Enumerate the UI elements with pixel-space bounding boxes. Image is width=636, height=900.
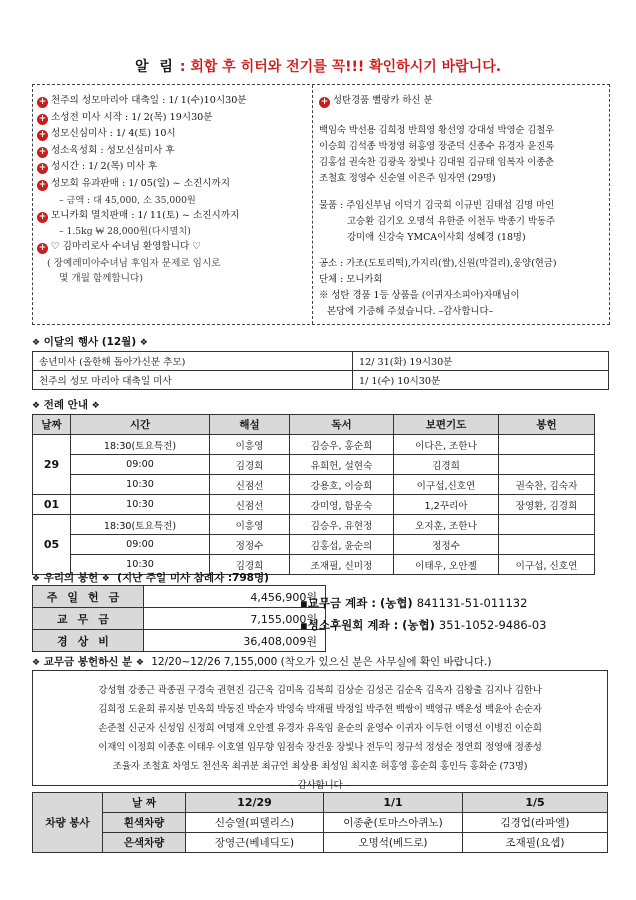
liturgy-time: 18:30(토요특전) [71, 515, 210, 535]
liturgy-offering: 이구섭, 신호연 [499, 555, 595, 575]
events-table [32, 351, 609, 390]
table-row [33, 455, 595, 475]
cross-icon: + [38, 163, 47, 174]
offering-label: 경상비 [33, 630, 144, 652]
offering-heading: ❖ 우리의 봉헌 ❖ (지난 주일 미사 참례자 :798명) [32, 572, 269, 584]
event-name: 송년미사 (올한해 돌아가신분 추모) [33, 352, 353, 371]
liturgy-date: 29 [33, 435, 71, 495]
silver-car-driver: 장영근(베네딕도) [186, 833, 324, 853]
table-row [33, 435, 595, 455]
liturgy-table [32, 414, 595, 575]
liturgy-commentary: 김경희 [210, 555, 290, 575]
notice-box [32, 84, 610, 325]
service-date: 1/5 [463, 793, 608, 813]
cross-icon: + [38, 146, 47, 157]
liturgy-commentary: 신점선 [210, 475, 290, 495]
event-time: 1/ 1(수) 10시30분 [353, 371, 609, 390]
liturgy-reading: 조재필, 신미정 [290, 555, 394, 575]
notice-list [37, 93, 309, 287]
table-row [33, 352, 609, 371]
liturgy-reading: 강미영, 함운숙 [290, 495, 394, 515]
liturgy-commentary: 신점선 [210, 495, 290, 515]
prize-names: 백임숙 박선용 김희정 반희영 황선영 강대성 박영순 김철우 이승희 김석종 박정영 허홍영 장준덕 신종수 유경자 윤진록 김홍섭 권숙찬 김광욱 장빛나 김대원 김규태 임복자 이종춘 조철효 정영수 신순열 이은주 임자연 (29명) [319, 125, 555, 184]
silver-car-driver: 조재필(요셉) [463, 833, 608, 853]
table-row [33, 630, 326, 652]
liturgy-time: 10:30 [71, 475, 210, 495]
notice-item: + 성모회 유과판매 : 1/ 05(일) ~ 소진시까지 [38, 177, 231, 190]
header-reading: 독서 [290, 415, 394, 435]
title-colon: : [179, 59, 186, 75]
liturgy-prayer: 오지훈, 조한나 [394, 515, 499, 535]
white-car-label: 흰색차량 [103, 813, 186, 833]
diamond-icon: ❖ [139, 338, 148, 348]
service-date: 12/29 [186, 793, 324, 813]
liturgy-prayer: 1,2꾸리아 [394, 495, 499, 515]
table-row [33, 515, 595, 535]
notice-sub: – 1.5kg ₩ 28,000원(다시멸치) [59, 226, 191, 238]
cross-icon: + [38, 179, 47, 190]
offering-label: 주일헌금 [33, 586, 144, 608]
silver-car-label: 은색차량 [103, 833, 186, 853]
liturgy-time: 09:00 [71, 535, 210, 555]
group-donation: 단체 : 모니카회 [319, 274, 383, 285]
table-row [33, 833, 608, 853]
liturgy-reading: 김승우, 홍순희 [290, 435, 394, 455]
white-car-driver: 김경업(라파엘) [463, 813, 608, 833]
date-label: 날 짜 [103, 793, 186, 813]
liturgy-heading: ❖ 전례 안내 ❖ [32, 399, 100, 411]
diamond-icon: ❖ [91, 401, 100, 411]
donors-box [32, 670, 608, 791]
car-service-table [32, 792, 608, 853]
diamond-icon: ❖ [101, 574, 110, 584]
liturgy-offering [499, 455, 595, 475]
donors-heading: ❖ 교무금 봉헌하신 분 ❖ 12/20~12/26 7,155,000 (착오가 있으신 분은 사무실에 확인 바랍니다.) [32, 656, 492, 668]
attendance-count: (지난 주일 미사 참례자 :798명) [117, 572, 269, 584]
offering-amount: 4,456,900원 [144, 586, 326, 608]
table-row [33, 793, 608, 813]
liturgy-date: 05 [33, 515, 71, 575]
prize-note: ※ 성탄 경품 1등 상품을 (이귀자소피아)자매님이 [319, 290, 520, 301]
notice-title [0, 56, 636, 76]
notice-note: 몇 개월 함께합니다) [59, 273, 143, 285]
liturgy-commentary: 김경희 [210, 455, 290, 475]
account-number: 351-1052-9486-03 [438, 618, 547, 632]
table-row [33, 608, 326, 630]
cross-icon: + [38, 113, 47, 124]
liturgy-offering: 장영환, 김경희 [499, 495, 595, 515]
liturgy-prayer: 김경희 [394, 455, 499, 475]
table-row [33, 535, 595, 555]
diamond-icon: ❖ [32, 658, 41, 668]
title-message: 회합 후 히터와 전기를 꼭!!! 확인하시기 바랍니다. [190, 59, 502, 75]
events-heading: ❖ 이달의 행사 (12월) ❖ [32, 336, 148, 348]
liturgy-reading: 유희헌, 설현숙 [290, 455, 394, 475]
cross-icon: + [38, 211, 47, 222]
header-time: 시간 [71, 415, 210, 435]
cross-icon: + [38, 243, 47, 254]
header-commentary: 해설 [210, 415, 290, 435]
offering-table [32, 585, 326, 652]
diamond-icon: ❖ [32, 338, 41, 348]
gift-donors: 물품 : 주임신부님 이덕기 김국희 이규빈 김태섭 김명 마인 고승환 김기오 오명석 유한준 이천두 박종기 박동주 강미애 신강숙 YMCA이사회 성혜경 (18명) [319, 200, 556, 243]
account-line: ▪교무금 계좌 : (농협) 841131-51-011132 [300, 596, 528, 610]
christmas-prize-section [319, 93, 605, 320]
liturgy-commentary: 이흥영 [210, 435, 290, 455]
diamond-icon: ❖ [32, 574, 41, 584]
white-car-driver: 신승열(피델리스) [186, 813, 324, 833]
offering-amount: 7,155,000원 [144, 608, 326, 630]
liturgy-date: 01 [33, 495, 71, 515]
table-row [33, 371, 609, 390]
notice-sub: – 금액 : 대 45,000, 소 35,000원 [59, 194, 196, 206]
liturgy-commentary: 이흥영 [210, 515, 290, 535]
table-row [33, 813, 608, 833]
liturgy-prayer: 이구섭,신호연 [394, 475, 499, 495]
cross-icon: + [320, 97, 329, 107]
liturgy-prayer: 이다은, 조한나 [394, 435, 499, 455]
liturgy-reading: 김승우, 유현정 [290, 515, 394, 535]
account-line: ▪성소후원회 계좌 : (농협) 351-1052-9486-03 [300, 618, 547, 632]
liturgy-prayer: 이태우, 오안젤 [394, 555, 499, 575]
table-row [33, 586, 326, 608]
notice-item: + 성시간 : 1/ 2(목) 미사 후 [38, 161, 158, 174]
account-number: 841131-51-011132 [416, 596, 528, 610]
table-row [33, 475, 595, 495]
liturgy-reading: 강용호, 이승희 [290, 475, 394, 495]
mission-donation: 공소 : 가조(도토리떡),가지리(쌀),신원(막걸리),웅양(현금) [319, 258, 557, 269]
liturgy-reading: 김홍섭, 윤순의 [290, 535, 394, 555]
donor-list: 강성협 강종근 곽종권 구경숙 권현진 김근옥 김미옥 김복희 김상순 김성곤 김순옥 김옥자 김왕출 김지나 김한나 김희정 도윤희 류지봉 민옥희 박동진 박순자 박영숙 박재필 박정일 박주현 백쌍이 백영규 백운성 백윤아 손순자 손준철 신군자 신성임 신정희 여명재 오안젤 유경자 유옥임 윤순의 윤영수 이귀자 이두헌 이명선 이병진 이순희 이재익 이정희 이종훈 이태우 이호열 임무향 임점숙 장건웅 장빛나 전두익 정규석 정성순 정연희 정영애 정종성 조율자 조철효 차영도 천선옥 최귀분 최규언 최상용 최성임 최지훈 허홍영 홍순희 홍인득 홍화순 (73명) – 감사합니다 – [98, 685, 542, 791]
header-offering: 봉헌 [499, 415, 595, 435]
header-date: 날짜 [33, 415, 71, 435]
notice-item: + 천주의 성모마리아 대축일 : 1/ 1(수)10시30분 [38, 95, 247, 107]
notice-item: + 성모신심미사 : 1/ 4(토) 10시 [38, 128, 176, 141]
notice-item: + 모니카회 멸치판매 : 1/ 11(토) ~ 소진시까지 [38, 209, 240, 222]
notice-divider [312, 85, 313, 324]
silver-car-driver: 오명석(베드로) [324, 833, 463, 853]
notice-note: ( 장예레미아수녀님 후임자 문제로 임시로 [47, 257, 221, 269]
notice-item: + ♡ 김마리로사 수녀님 환영합니다 ♡ [38, 241, 201, 254]
notice-item: + 소성전 미사 시작 : 1/ 2(목) 19시30분 [38, 111, 213, 124]
car-service-label: 차량 봉사 [33, 793, 103, 853]
bank-accounts [300, 592, 547, 636]
liturgy-offering [499, 515, 595, 535]
white-car-driver: 이종춘(토마스아퀴노) [324, 813, 463, 833]
notice-item: + 성소육성회 : 성모신심미사 후 [38, 144, 175, 157]
event-name: 천주의 성모 마리아 대축일 미사 [33, 371, 353, 390]
service-date: 1/1 [324, 793, 463, 813]
header-prayer: 보편기도 [394, 415, 499, 435]
liturgy-prayer: 정정수 [394, 535, 499, 555]
table-row [33, 495, 595, 515]
liturgy-offering: 권숙찬, 김숙자 [499, 475, 595, 495]
title-label: 알 림 [134, 59, 176, 75]
donors-period: 12/20~12/26 7,155,000 (착오가 있으신 분은 사무실에 확인 바랍니다.) [151, 656, 492, 668]
offering-amount: 36,408,009원 [144, 630, 326, 652]
christmas-heading: + 성탄경품 뻘랑카 하신 분 [320, 95, 433, 107]
liturgy-offering [499, 435, 595, 455]
cross-icon: + [38, 130, 47, 141]
liturgy-time: 09:00 [71, 455, 210, 475]
cross-icon: + [38, 97, 47, 107]
liturgy-commentary: 정정수 [210, 535, 290, 555]
table-header [33, 415, 595, 435]
diamond-icon: ❖ [135, 658, 144, 668]
offering-label: 교무금 [33, 608, 144, 630]
prize-note: 본당에 기증해 주셨습니다. –감사합니다– [327, 306, 494, 317]
liturgy-offering [499, 535, 595, 555]
liturgy-time: 18:30(토요특전) [71, 435, 210, 455]
diamond-icon: ❖ [32, 401, 41, 411]
liturgy-time: 10:30 [71, 495, 210, 515]
liturgy-time: 10:30 [71, 555, 210, 575]
event-time: 12/ 31(화) 19시30분 [353, 352, 609, 371]
